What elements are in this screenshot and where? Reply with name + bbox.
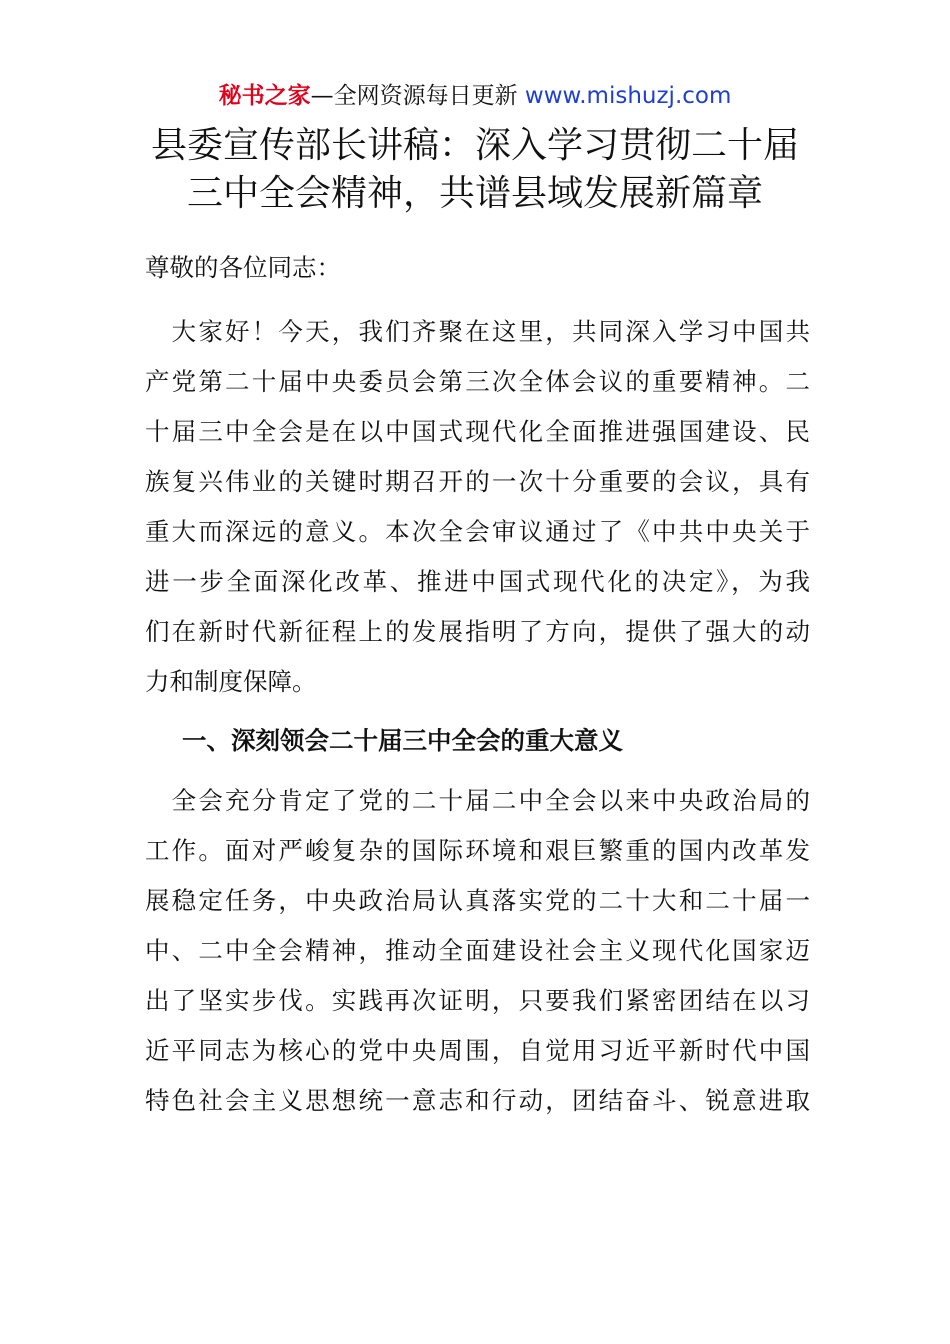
paragraph-line: 族复兴伟业的关键时期召开的一次十分重要的会议，具有 (145, 467, 810, 496)
paragraph-line: 特色社会主义思想统一意志和行动，团结奋斗、锐意进取 (145, 1086, 810, 1115)
paragraph-line: 产党第二十届中央委员会第三次全体会议的重要精神。二 (145, 367, 810, 396)
paragraph-line: 近平同志为核心的党中央周围，自觉用习近平新时代中国 (145, 1036, 810, 1065)
title-line-1: 县委宣传部长讲稿：深入学习贯彻二十届 (150, 125, 799, 166)
paragraph-line: 出了坚实步伐。实践再次证明，只要我们紧密团结在以习 (145, 986, 810, 1015)
paragraph-line: 工作。面对严峻复杂的国际环境和艰巨繁重的国内改革发 (145, 836, 810, 865)
site-slogan: —全网资源每日更新 (310, 83, 518, 109)
section-heading-1: 一、深刻领会二十届三中全会的重大意义 (182, 726, 623, 755)
paragraph-line: 们在新时代新征程上的发展指明了方向，提供了强大的动 (145, 617, 810, 646)
title-line-2: 三中全会精神，共谱县域发展新篇章 (186, 173, 763, 214)
greeting-text: 尊敬的各位同志： (145, 253, 341, 282)
paragraph-line: 全会充分肯定了党的二十届二中全会以来中央政治局的 (145, 786, 810, 815)
greeting (145, 243, 810, 293)
paragraph-line: 十届三中全会是在以中国式现代化全面推进强国建设、民 (145, 417, 810, 446)
paragraph-intro (145, 307, 810, 707)
site-url-link[interactable]: www.mishuzj.com (524, 83, 732, 109)
paragraph-section-1 (145, 776, 810, 1126)
site-banner (0, 80, 950, 112)
document-title (60, 122, 890, 218)
paragraph-line: 重大而深远的意义。本次全会审议通过了《中共中央关于 (145, 517, 810, 546)
paragraph-line: 大家好！今天，我们齐聚在这里，共同深入学习中国共 (145, 317, 810, 346)
paragraph-line: 力和制度保障。 (145, 667, 317, 696)
paragraph-line: 展稳定任务，中央政治局认真落实党的二十大和二十届一 (145, 886, 810, 915)
brand-name: 秘书之家 (218, 83, 311, 109)
paragraph-line: 中、二中全会精神，推动全面建设社会主义现代化国家迈 (145, 936, 810, 965)
paragraph-line: 进一步全面深化改革、推进中国式现代化的决定》，为我 (145, 567, 810, 596)
